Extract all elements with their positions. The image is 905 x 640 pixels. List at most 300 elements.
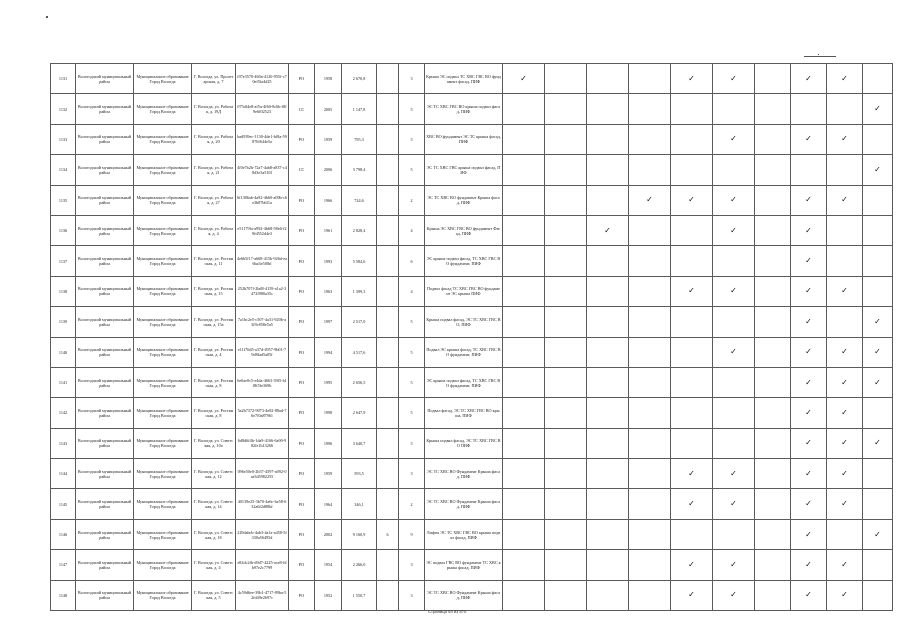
check-cell [545,64,587,94]
check-cell [827,155,863,185]
address-cell: Г. Вологда, ул. Советская, д. 12 [192,459,236,489]
area-cell: 346,1 [342,489,377,519]
district-cell: Вологодский муниципальный район [76,550,134,580]
checkmark-icon: ✓ [874,529,881,539]
type-cell: РО [289,428,315,458]
type-cell: РО [289,459,315,489]
check-cell [863,276,893,306]
check-cell [671,428,713,458]
checkmark-icon: ✓ [805,347,812,357]
owner-cell: Муниципальное образование Город Вологда [134,337,192,367]
works-description-cell: Крыша подвал фасад, ЭС ТС ХВС ГВС ВО, ПИФ [425,307,503,337]
check-cell [503,246,545,276]
check-cell [713,459,755,489]
checkmark-icon: ✓ [805,73,812,83]
check-cell [827,185,863,215]
address-cell: Г. Вологда, ул. Пролетарская, д. 7 [192,64,236,94]
check-cell [503,489,545,519]
table-row [51,185,893,215]
works-description-cell: ЭС подвал ГВС ВО фундамент ТС ХВС крыша фасад, ПИФ [425,550,503,580]
check-cell [755,398,791,428]
check-cell [671,489,713,519]
row-number: 1144 [51,459,76,489]
check-cell [791,124,827,154]
checkmark-icon: ✓ [805,499,812,509]
guid-cell: 075df4e8-af5a-4f60-8c6b-f8f9e6f02523 [236,94,289,124]
owner-cell: Муниципальное образование Город Вологда [134,155,192,185]
check-cell [545,550,587,580]
checkmark-icon: ✓ [730,590,737,600]
count-cell: 3 [399,550,425,580]
owner-cell: Муниципальное образование Город Вологда [134,428,192,458]
check-cell [713,246,755,276]
check-cell [545,428,587,458]
check-cell [503,155,545,185]
area-cell: 5 584,6 [342,246,377,276]
owner-cell: Муниципальное образование Город Вологда [134,185,192,215]
check-cell [503,367,545,397]
checkmark-icon: ✓ [841,286,848,296]
year-cell: 1966 [315,185,342,215]
district-cell: Вологодский муниципальный район [76,155,134,185]
district-cell: Вологодский муниципальный район [76,215,134,245]
row-number: 1143 [51,428,76,458]
address-cell: Г. Вологда, ул. Рабочая, д. 27 [192,185,236,215]
check-cell [755,519,791,549]
checkmark-icon: ✓ [688,499,695,509]
check-cell [671,124,713,154]
row-number: 1142 [51,398,76,428]
check-cell [863,185,893,215]
checkmark-icon: ✓ [520,73,527,83]
address-cell: Г. Вологда, ул. Рабочая, д. 19Д [192,94,236,124]
check-cell [545,580,587,610]
check-cell [587,459,629,489]
checkmark-icon: ✓ [805,134,812,144]
check-cell [629,64,671,94]
owner-cell: Муниципальное образование Город Вологда [134,580,192,610]
guid-cell: e82dc2fb-d9d7-4225-ace8-fdb97e2c7799 [236,550,289,580]
works-description-cell: ЭС крыша подвал фасад, ТС ХВС ГВС ВО фундамент, ПИФ [425,246,503,276]
table-row [51,246,893,276]
area-cell: 593,5 [342,459,377,489]
table-row [51,519,893,549]
district-cell: Вологодский муниципальный район [76,519,134,549]
checkmark-icon: ✓ [874,316,881,326]
checkmark-icon: ✓ [841,407,848,417]
check-cell [713,307,755,337]
owner-cell: Муниципальное образование Город Вологда [134,276,192,306]
address-cell: Г. Вологда, ул. Ростинская, д. 8 [192,398,236,428]
check-cell [791,94,827,124]
check-cell [545,367,587,397]
checkmark-icon: ✓ [841,468,848,478]
checkmark-icon: ✓ [604,225,611,235]
checkmark-icon: ✓ [805,468,812,478]
check-cell [587,367,629,397]
checkmark-icon: ✓ [841,499,848,509]
count-cell: 3 [399,459,425,489]
checkmark-icon: ✓ [688,195,695,205]
check-cell [629,398,671,428]
year-cell: 1961 [315,215,342,245]
checkmark-icon: ✓ [730,73,737,83]
year-cell: 1959 [315,459,342,489]
year-cell: 1994 [315,337,342,367]
type-cell: РО [289,246,315,276]
checkmark-icon: ✓ [730,195,737,205]
check-cell [713,398,755,428]
checkmark-icon: ✓ [841,195,848,205]
checkmark-icon: ✓ [805,407,812,417]
check-cell [827,307,863,337]
check-cell [545,185,587,215]
count-cell: 5 [399,124,425,154]
checkmark-icon: ✓ [805,225,812,235]
check-cell [791,367,827,397]
check-cell [587,580,629,610]
works-description-cell: ХВС ВО фундамент ЭС ТС крыша фасад, ПИФ [425,124,503,154]
count-cell: 5 [399,94,425,124]
owner-cell: Муниципальное образование Город Вологда [134,398,192,428]
year-cell: 1963 [315,276,342,306]
district-cell: Вологодский муниципальный район [76,428,134,458]
checkmark-icon: ✓ [805,377,812,387]
district-cell: Вологодский муниципальный район [76,580,134,610]
owner-cell: Муниципальное образование Город Вологда [134,489,192,519]
year-cell: 1997 [315,307,342,337]
area-cell: 1 147,8 [342,94,377,124]
extra-count-cell [377,367,399,397]
district-cell: Вологодский муниципальный район [76,94,134,124]
check-cell [827,124,863,154]
district-cell: Вологодский муниципальный район [76,185,134,215]
register-table [50,63,893,611]
check-cell [791,64,827,94]
extra-count-cell [377,398,399,428]
check-cell [671,459,713,489]
works-description-cell: Подвал фасад ТС ХВС ГВС ВО фундамент ЭС крыша ПИФ [425,276,503,306]
type-cell: РО [289,124,315,154]
count-cell: 5 [399,155,425,185]
table-row [51,337,893,367]
checkmark-icon: ✓ [841,347,848,357]
checkmark-icon: ✓ [841,590,848,600]
check-cell [545,307,587,337]
checkmark-icon: ✓ [841,377,848,387]
type-cell: СС [289,94,315,124]
check-cell [587,64,629,94]
check-cell [791,185,827,215]
year-cell: 1995 [315,367,342,397]
check-cell [755,276,791,306]
checkmark-icon: ✓ [688,468,695,478]
extra-count-cell [377,489,399,519]
check-cell [629,307,671,337]
type-cell: РО [289,337,315,367]
row-number: 1132 [51,94,76,124]
guid-cell: 4c59d6ee-39b1-4717-89ba-52fd49e2697c [236,580,289,610]
table-row [51,489,893,519]
check-cell [791,550,827,580]
check-cell [671,64,713,94]
checkmark-icon: ✓ [730,559,737,569]
year-cell: 1998 [315,398,342,428]
check-cell [587,215,629,245]
check-cell [827,519,863,549]
area-cell: 2 656,5 [342,367,377,397]
check-cell [629,124,671,154]
checkmark-icon: ✓ [730,468,737,478]
top-right-rule [804,56,836,57]
check-cell [587,185,629,215]
check-cell [671,398,713,428]
check-cell [545,124,587,154]
guid-cell: 4e6b5f17-a668-415b-926d-ea6ba3e5f0bf [236,246,289,276]
check-cell [587,337,629,367]
check-cell [671,519,713,549]
check-cell [713,428,755,458]
page-footer: Страница 54 из 870 [428,609,467,614]
check-cell [713,367,755,397]
count-cell: 6 [399,246,425,276]
checkmark-icon: ✓ [730,134,737,144]
district-cell: Вологодский муниципальный район [76,246,134,276]
check-cell [545,489,587,519]
type-cell: РО [289,185,315,215]
check-cell [545,519,587,549]
count-cell: 3 [399,580,425,610]
extra-count-cell [377,337,399,367]
year-cell: 1993 [315,246,342,276]
check-cell [671,550,713,580]
area-cell: 1 399,3 [342,276,377,306]
checkmark-icon: ✓ [841,559,848,569]
year-cell: 1954 [315,550,342,580]
check-cell [629,519,671,549]
area-cell: 2 266,0 [342,550,377,580]
check-cell [791,307,827,337]
guid-cell: 6f1386ab-4a92-4b60-a09b-c6e3b87b6f1a [236,185,289,215]
checkmark-icon: ✓ [874,347,881,357]
row-number: 1133 [51,124,76,154]
check-cell [755,307,791,337]
check-cell [503,94,545,124]
extra-count-cell [377,550,399,580]
check-cell [713,64,755,94]
check-cell [755,215,791,245]
extra-count-cell [377,155,399,185]
owner-cell: Муниципальное образование Город Вологда [134,246,192,276]
table-row [51,550,893,580]
check-cell [755,246,791,276]
check-cell [827,367,863,397]
check-cell [863,246,893,276]
check-cell [713,215,755,245]
check-cell [827,550,863,580]
address-cell: Г. Вологда, ул. Ростинская, д. 8 [192,367,236,397]
address-cell: Г. Вологда, ул. Ростинская, д. 11 [192,246,236,276]
count-cell: 9 [399,519,425,549]
check-cell [791,276,827,306]
check-cell [863,489,893,519]
address-cell: Г. Вологда, ул. Советская, д. 10а [192,428,236,458]
checkmark-icon: ✓ [805,590,812,600]
address-cell: Г. Вологда, ул. Рабочая, д. 4 [192,215,236,245]
count-cell: 4 [399,276,425,306]
check-cell [503,124,545,154]
area-cell: 3 798,4 [342,155,377,185]
checkmark-icon: ✓ [688,73,695,83]
check-cell [755,580,791,610]
row-number: 1131 [51,64,76,94]
count-cell: 2 [399,185,425,215]
row-number: 1140 [51,337,76,367]
check-cell [863,550,893,580]
owner-cell: Муниципальное образование Город Вологда [134,215,192,245]
table-row [51,155,893,185]
check-cell [671,94,713,124]
check-cell [713,550,755,580]
check-cell [791,215,827,245]
area-cell: 2 647,9 [342,398,377,428]
year-cell: 1996 [315,428,342,458]
table-row [51,124,893,154]
type-cell: РО [289,215,315,245]
guid-cell: e11f76d5-a37d-4957-9b01-79d8fad5a05f [236,337,289,367]
extra-count-cell [377,215,399,245]
row-number: 1136 [51,215,76,245]
check-cell [587,489,629,519]
checkmark-icon: ✓ [730,225,737,235]
check-cell [791,337,827,367]
works-description-cell: ЭС ТС ХВС ВО Фундамент Крыша фасад, ПИФ [425,459,503,489]
check-cell [755,185,791,215]
address-cell: Г. Вологда, ул. Советская, д. 18 [192,519,236,549]
works-description-cell: ЭС ТС ХВС ВО Фундамент Крыша фасад, ПИФ [425,580,503,610]
check-cell [503,276,545,306]
check-cell [671,246,713,276]
check-cell [671,215,713,245]
checkmark-icon: ✓ [805,256,812,266]
speck-mark [46,16,48,18]
check-cell [671,580,713,610]
checkmark-icon: ✓ [874,104,881,114]
guid-cell: 229dabcb-4ab3-4a1a-a458-5f330a56495d [236,519,289,549]
checkmark-icon: ✓ [874,377,881,387]
owner-cell: Муниципальное образование Город Вологда [134,367,192,397]
check-cell [755,489,791,519]
guid-cell: 40139e25-3b70-4a6c-be58-632a6f2d88bf [236,489,289,519]
check-cell [629,428,671,458]
check-cell [755,124,791,154]
check-cell [503,185,545,215]
check-cell [503,307,545,337]
guid-cell: 6e0ae0c5-e4da-4663-39f5-b1f8f5fe369b [236,367,289,397]
check-cell [545,155,587,185]
works-description-cell: ЭС ТС ХВС ГВС ВО крыша подвал фасад, ПИФ [425,94,503,124]
check-cell [827,398,863,428]
count-cell: 2 [399,489,425,519]
check-cell [629,489,671,519]
checkmark-icon: ✓ [874,164,881,174]
address-cell: Г. Вологда, ул. Советская, д. 4 [192,550,236,580]
extra-count-cell [377,580,399,610]
check-cell [629,550,671,580]
extra-count-cell [377,185,399,215]
table-row [51,459,893,489]
checkmark-icon: ✓ [841,73,848,83]
check-cell [791,155,827,185]
guid-cell: e51179fa-a992-4b68-58e6-f29fd552d4e3 [236,215,289,245]
check-cell [713,185,755,215]
check-cell [791,489,827,519]
check-cell [587,246,629,276]
district-cell: Вологодский муниципальный район [76,124,134,154]
extra-count-cell [377,307,399,337]
table-row [51,367,893,397]
check-cell [863,307,893,337]
checkmark-icon: ✓ [646,195,653,205]
area-cell: 724,6 [342,185,377,215]
check-cell [629,215,671,245]
year-cell: 2005 [315,94,342,124]
check-cell [863,398,893,428]
check-cell [629,367,671,397]
table-row [51,428,893,458]
area-cell: 795,3 [342,124,377,154]
area-cell: 4 517,6 [342,337,377,367]
checkmark-icon: ✓ [805,195,812,205]
district-cell: Вологодский муниципальный район [76,489,134,519]
owner-cell: Муниципальное образование Город Вологда [134,550,192,580]
row-number: 1134 [51,155,76,185]
year-cell: 1952 [315,580,342,610]
check-cell [791,398,827,428]
area-cell: 9 160,9 [342,519,377,549]
check-cell [545,215,587,245]
check-cell [503,580,545,610]
check-cell [503,337,545,367]
owner-cell: Муниципальное образование Город Вологда [134,124,192,154]
type-cell: СС [289,155,315,185]
guid-cell: 5a2b7372-9073-4e82-88ad-76e7f0a87961 [236,398,289,428]
extra-count-cell [377,459,399,489]
count-cell: 5 [399,307,425,337]
owner-cell: Муниципальное образование Город Вологда [134,64,192,94]
checkmark-icon: ✓ [688,559,695,569]
row-number: 1138 [51,276,76,306]
check-cell [587,94,629,124]
check-cell [791,428,827,458]
check-cell [713,94,755,124]
speck-mark [818,54,819,55]
table-row [51,215,893,245]
check-cell [545,337,587,367]
check-cell [713,580,755,610]
check-cell [545,94,587,124]
area-cell: 1 550,7 [342,580,377,610]
checkmark-icon: ✓ [841,438,848,448]
row-number: 1147 [51,550,76,580]
check-cell [827,246,863,276]
type-cell: РО [289,276,315,306]
guid-cell: 096e50e0-2b57-4597-a092-0ae3d5982255 [236,459,289,489]
type-cell: РО [289,398,315,428]
checkmark-icon: ✓ [805,438,812,448]
check-cell [863,64,893,94]
check-cell [755,367,791,397]
